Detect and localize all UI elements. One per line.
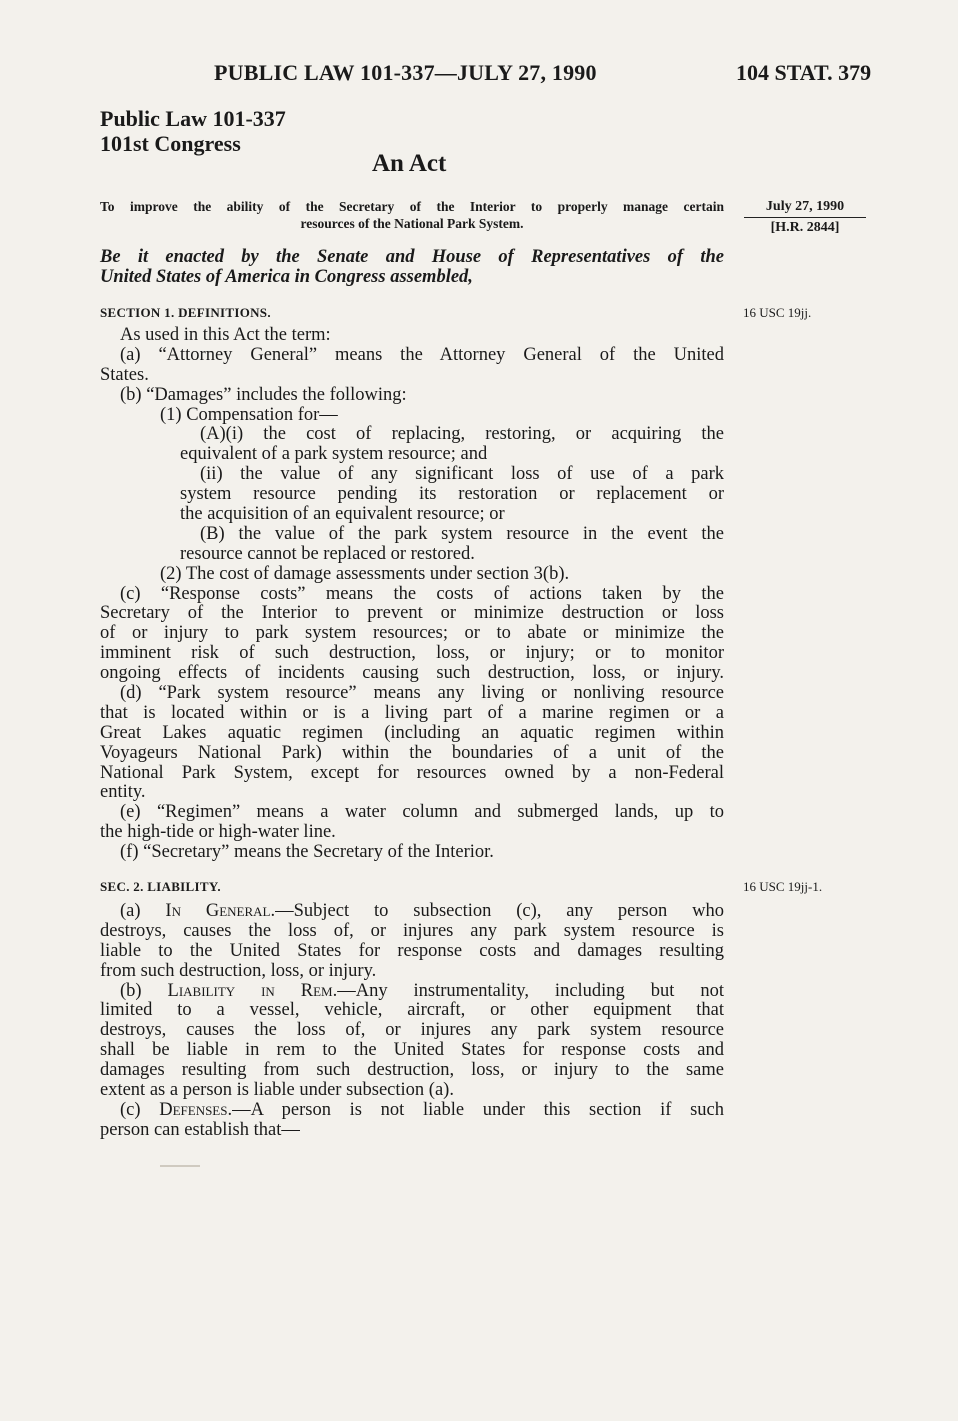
text-line — [100, 982, 724, 1002]
section-1-body — [100, 326, 724, 863]
text-line: limited to a vessel, vehicle, aircraft, or other equipment that — [100, 1000, 724, 1021]
text-line: ongoing effects of incidents causing such destruction, loss, or injury. — [100, 663, 724, 684]
subsection-label: (c) — [120, 1099, 160, 1120]
purpose-line: resources of the National Park System. — [300, 216, 524, 231]
text-line: Voyageurs National Park) within the boundaries of a unit of the — [100, 742, 724, 763]
text-line: (ii) the value of any significant loss of use of a park — [200, 464, 724, 485]
enacting-line: Be it enacted by the Senate and House of Representatives of the — [100, 247, 724, 267]
text-line: that is located within or is a living part of a marine regimen or a — [100, 702, 724, 723]
margin-citation: 16 USC 19jj-1. — [743, 879, 823, 894]
text-line: entity. — [100, 782, 146, 803]
margin-rule — [744, 217, 866, 218]
margin-citation: 16 USC 19jj. — [743, 305, 812, 320]
text-line: the high-tide or high-water line. — [100, 822, 336, 843]
text-line: (2) The cost of damage assessments under section 3(b). — [160, 563, 570, 584]
text-line: (b) “Damages” includes the following: — [120, 384, 407, 405]
text-fragment: —Subject to subsection (c), any person who — [275, 901, 724, 921]
text-line: system resource pending its restoration or replacement or — [180, 484, 724, 505]
text-line: (e) “Regimen” means a water column and submerged lands, up to — [120, 802, 724, 823]
text-line: (a) “Attorney General” means the Attorney General of the United — [120, 344, 724, 365]
text-line: from such destruction, loss, or injury. — [100, 960, 377, 981]
text-line: destroys, causes the loss of, or injures any park system resource is — [100, 920, 724, 941]
text-line: (A)(i) the cost of replacing, restoring, or acquiring the — [200, 424, 724, 445]
text-line: Great Lakes aquatic regimen (including an aquatic regimen within — [100, 722, 724, 743]
enacting-clause — [100, 247, 724, 287]
margin-date-block — [744, 198, 866, 237]
purpose-line: To improve the ability of the Secretary of the Interior to properly manage certain — [100, 199, 724, 214]
purpose-clause — [100, 198, 724, 232]
section-2-heading: SEC. 2. LIABILITY. — [100, 879, 221, 894]
text-line: (B) the value of the park system resource in the event the — [200, 523, 724, 544]
text-line: States. — [100, 364, 149, 385]
text-line: (1) Compensation for— — [160, 404, 338, 425]
text-line — [100, 1101, 724, 1121]
text-line: Secretary of the Interior to prevent or minimize destruction or loss — [100, 603, 724, 624]
text-line: (f) “Secretary” means the Secretary of the Interior. — [120, 842, 494, 863]
enacting-line: United States of America in Congress assembled, — [100, 267, 473, 287]
text-line: person can establish that— — [100, 1119, 300, 1140]
text-line: of or injury to park system resources; or to abate or minimize the — [100, 623, 724, 644]
enactment-date: July 27, 1990 — [765, 199, 845, 214]
text-line: liable to the United States for response costs and damages resulting — [100, 940, 724, 961]
text-line: equivalent of a park system resource; and — [180, 444, 488, 465]
text-line: destroys, causes the loss of, or injures any park system resource — [100, 1020, 724, 1041]
text-line: (d) “Park system resource” means any living or nonliving resource — [120, 683, 724, 704]
subsection-label: (a) — [120, 901, 166, 921]
text-line: the acquisition of an equivalent resource; or — [180, 504, 505, 525]
running-head: PUBLIC LAW 101-337—JULY 27, 1990 — [214, 60, 597, 85]
text-line: National Park System, except for resources owned by a non-Federal — [100, 762, 724, 783]
text-line: damages resulting from such destruction, loss, or injury to the same — [100, 1060, 724, 1081]
text-line: resource cannot be replaced or restored. — [180, 543, 475, 564]
law-number: Public Law 101-337 — [100, 106, 286, 131]
bill-number: [H.R. 2844] — [770, 220, 840, 235]
text-line: (c) “Response costs” means the costs of actions taken by the — [120, 583, 724, 604]
law-title-block — [100, 106, 286, 156]
subsection-label: (b) — [120, 980, 168, 1001]
text-fragment: —A person is not liable under this section if such — [232, 1099, 724, 1120]
text-line: imminent risk of such destruction, loss, or injury; or to monitor — [100, 643, 724, 664]
text-line — [100, 902, 724, 922]
congress-label: 101st Congress — [100, 131, 241, 156]
text-line: As used in this Act the term: — [120, 325, 331, 345]
text-fragment: —Any instrumentality, including but not — [337, 980, 724, 1001]
act-label: An Act — [372, 150, 447, 177]
text-line: shall be liable in rem to the United States for response costs and — [100, 1040, 724, 1061]
stat-page-number: 104 STAT. 379 — [736, 60, 872, 85]
section-2-body — [100, 902, 724, 1141]
subsection-caption: Liability in Rem. — [167, 980, 338, 1001]
text-line: extent as a person is liable under subsection (a). — [100, 1080, 454, 1101]
subsection-caption: In General. — [165, 901, 276, 921]
subsection-caption: Defenses. — [159, 1099, 233, 1120]
section-1-heading: SECTION 1. DEFINITIONS. — [100, 305, 271, 320]
scan-artifact — [160, 1165, 200, 1167]
